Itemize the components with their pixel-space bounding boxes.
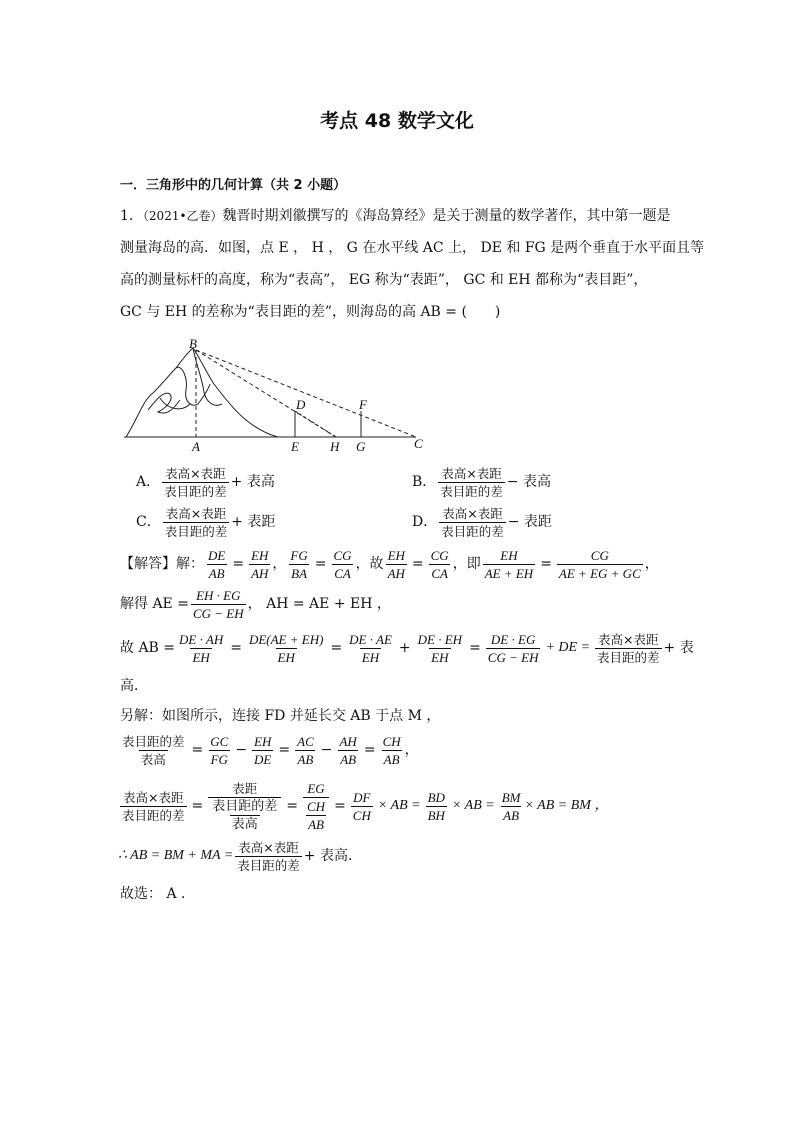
label-g: G — [356, 439, 366, 454]
text-therefore: ∴ AB = BM + MA = — [118, 848, 234, 863]
fraction: $\frac{FG}{BA}$ — [290, 547, 308, 581]
fraction: $\frac{CG}{AE + EG + GC}$ — [558, 547, 641, 581]
option-a-tail: + 表高 — [230, 474, 275, 490]
fraction: $\frac{DE \cdot AH}{EH}$ — [179, 631, 224, 665]
solution-line-5: 表目距的差 表高 = $\frac{GC}{FG}$ − $\frac{EH}{DE}$ = $\frac{AC}{AB}$ − $\frac{AH}{AB}$ = $\frac{CH}{AB}$ ， — [122, 733, 419, 767]
label-h: H — [330, 439, 340, 454]
island-contour — [193, 348, 222, 405]
fraction: 表高×表距 表目距的差 — [597, 631, 660, 665]
compound-fraction: 表距 表目距的差 表高 — [208, 781, 281, 832]
option-b-label: B． — [412, 474, 437, 490]
fraction: 表高×表距 表目距的差 — [122, 789, 185, 823]
fraction: $\frac{CG}{CA}$ — [430, 547, 449, 581]
option-a-fraction — [162, 466, 229, 499]
denominator: 表目距的差 — [164, 523, 228, 539]
label-f: F — [359, 397, 367, 412]
option-b[interactable] — [412, 460, 551, 504]
island-contour — [160, 398, 190, 409]
option-c-label: C． — [136, 514, 161, 530]
fraction: $\frac{DE \cdot EH}{EH}$ — [417, 631, 463, 665]
fraction: $\frac{DE}{AB}$ — [208, 547, 226, 581]
label-d: D — [296, 397, 306, 412]
solution-line-3-cont: 高． — [120, 678, 148, 694]
numerator: 表高×表距 — [442, 505, 503, 521]
fraction: $\frac{EH \cdot EG}{CG - EH}$ — [192, 587, 244, 621]
island-contour — [176, 367, 210, 405]
fraction: $\frac{EH}{AH}$ — [387, 547, 405, 581]
option-c-tail: + 表距 — [231, 514, 276, 530]
fraction: $\frac{EH}{AH}$ — [251, 547, 269, 581]
text-biao: + 表 — [663, 640, 694, 656]
option-d-tail: − 表距 — [507, 514, 552, 530]
solution-line-7 — [118, 834, 362, 878]
text-ji: ，即 — [452, 556, 481, 572]
alt-solution-intro: 另解：如图所示，连接 FD 并延长交 AB 于点 M ， — [120, 708, 441, 724]
label-a: A — [192, 439, 200, 454]
line-bc — [196, 350, 416, 437]
island-outline — [126, 348, 278, 437]
text-bm: × AB = BM ， — [524, 798, 609, 813]
option-c[interactable] — [136, 500, 275, 544]
fraction: $\frac{EH}{DE}$ — [254, 733, 272, 767]
question-text-1: 魏晋时期刘徽撰写的《海岛算经》是关于测量的数学著作，其中第一题是 — [222, 208, 671, 224]
fraction: 表高×表距 表目距的差 — [237, 839, 300, 873]
answer: 故选： A ． — [120, 886, 196, 902]
text-gu-ab: 故 AB = — [120, 640, 176, 656]
text-jiede: 解得 AE = — [120, 596, 189, 612]
denominator: 表目距的差 — [164, 483, 227, 499]
text-gu: ，故 — [355, 556, 384, 572]
fraction: $\frac{BM}{AB}$ — [501, 789, 521, 823]
option-b-tail: − 表高 — [506, 474, 551, 490]
fraction: $\frac{GC}{FG}$ — [210, 733, 229, 767]
island-figure — [118, 338, 436, 458]
numerator: 表高×表距 — [441, 465, 502, 481]
fraction: $\frac{DE \cdot EG}{CG - EH}$ — [487, 631, 539, 665]
solution-line-1: 【解答】解： $\frac{DE}{AB}$ = $\frac{EH}{AH}$ ， $\frac{FG}{BA}$ = $\frac{CG}{CA}$ ，故 $\frac{EH}{AH}$ = $\frac{CG}{CA}$ ，即 $\frac{EH}{AE + EH}$ = $\frac{CG}{AE + EG + GC}$ ， — [120, 547, 659, 581]
option-d[interactable] — [412, 500, 552, 544]
fraction: $\frac{DE(AE + EH)}{EH}$ — [248, 631, 324, 665]
option-b-fraction — [438, 466, 505, 499]
solution-line-3: 故 AB = $\frac{DE \cdot AH}{EH}$ = $\frac{DE(AE + EH)}{EH}$ = $\frac{DE \cdot AE}{EH}$ + $\frac{DE \cdot EH}{EH}$ = $\frac{DE \cdot EG}{CG - EH}$ + DE = 表高×表距 表目距的差 + 表 — [120, 631, 694, 665]
solution-line-6: 表高×表距 表目距的差 = 表距 表目距的差 表高 = EG $\frac{CH}{AB}$ = $\frac{DF}{CH}$ × AB = $\frac{BD}{BH}$ × AB = $\frac{BM}{AB}$ × AB = BM ， — [122, 780, 609, 832]
text-plus-bg: + 表高． — [303, 848, 362, 864]
fraction: $\frac{AC}{AB}$ — [297, 733, 314, 767]
option-c-fraction — [163, 506, 230, 539]
option-a[interactable] — [136, 460, 275, 504]
question-line-2: 测量海岛的高．如图，点 E ， H ， G 在水平线 AC 上， DE 和 FG 是两个垂直于水平面且等 — [120, 240, 705, 256]
question-line-1 — [120, 206, 671, 226]
line-bh — [196, 350, 336, 437]
label-e: E — [291, 439, 299, 454]
question-source: （2021•乙卷） — [142, 209, 223, 223]
fraction: $\frac{CG}{CA}$ — [333, 547, 352, 581]
fraction: $\frac{CH}{AB}$ — [382, 733, 401, 767]
denominator: 表目距的差 — [440, 483, 503, 499]
solution-line-2 — [120, 582, 391, 626]
option-d-label: D． — [412, 514, 438, 530]
option-a-label: A． — [136, 474, 161, 490]
numerator: 表高×表距 — [165, 505, 227, 521]
solution-head: 【解答】解： — [120, 556, 204, 572]
fraction: 表目距的差 表高 — [122, 733, 185, 767]
question-number: 1． — [120, 208, 143, 224]
denominator: 表目距的差 — [441, 523, 504, 539]
label-b: B — [189, 338, 197, 351]
question-line-3: 高的测量标杆的高度，称为“表高”， EG 称为“表距”， GC 和 EH 都称为“表目距”， — [120, 272, 648, 288]
option-d-fraction — [439, 506, 506, 539]
fraction: $\frac{DE \cdot AE}{EH}$ — [349, 631, 392, 665]
page-title: 考点 48 数学文化 — [320, 110, 474, 132]
fraction: $\frac{EH}{AE + EH}$ — [484, 547, 534, 581]
label-c: C — [414, 436, 423, 451]
numerator: 表高×表距 — [165, 465, 226, 481]
text-ah: ， AH = AE + EH ， — [247, 596, 391, 612]
fraction: $\frac{AH}{AB}$ — [339, 733, 357, 767]
question-line-4: GC 与 EH 的差称为“表目距的差”，则海岛的高 AB = ( ) — [120, 304, 501, 320]
fraction: $\frac{BD}{BH}$ — [427, 789, 445, 823]
compound-fraction: EG $\frac{CH}{AB}$ — [303, 781, 329, 832]
section-heading: 一．三角形中的几何计算（共 2 小题） — [120, 178, 347, 193]
fraction: $\frac{DF}{CH}$ — [352, 789, 371, 823]
